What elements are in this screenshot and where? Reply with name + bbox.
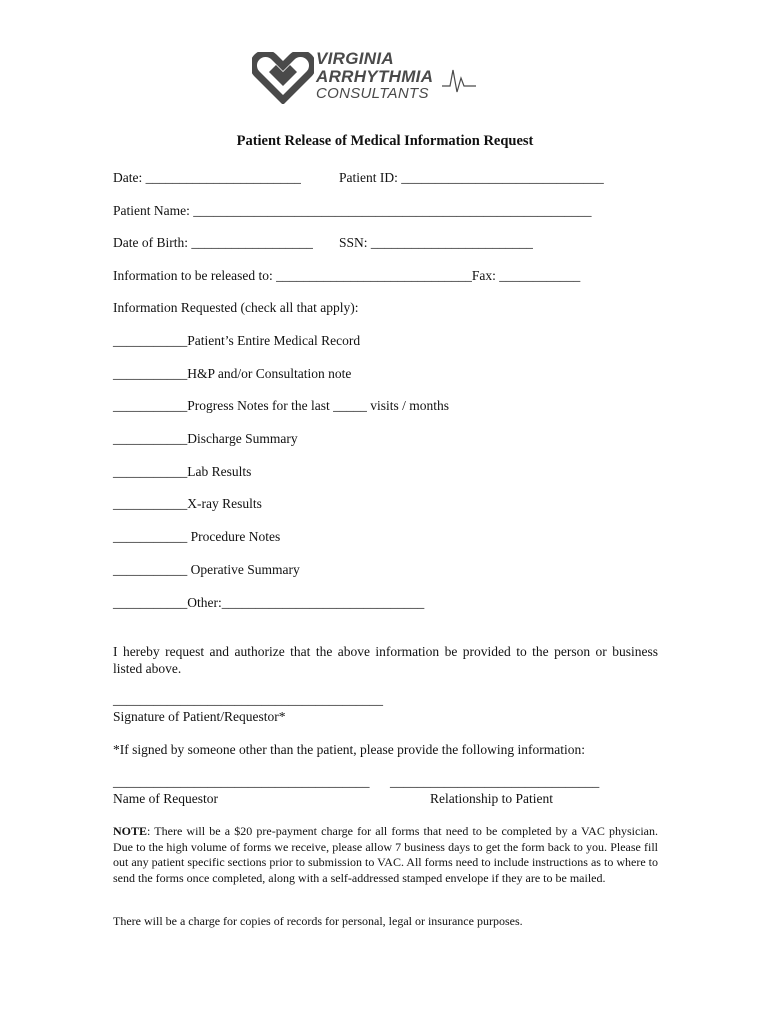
relationship-line: _______________________________: [390, 774, 600, 789]
requestor-name-line: ______________________________________: [113, 774, 370, 789]
heartbeat-line-icon: [442, 64, 476, 94]
item-discharge-summary: ___________Discharge Summary: [113, 431, 298, 446]
logo-line-virginia: VIRGINIA: [316, 49, 394, 68]
ssn-field: SSN: ________________________: [339, 235, 533, 250]
footnote-text: *If signed by someone other than the patient, please provide the following information:: [113, 742, 586, 757]
page-title: Patient Release of Medical Information Request: [236, 133, 534, 149]
logo-line-arrhythmia: ARRHYTHMIA: [316, 67, 434, 86]
signature-line: ________________________________________: [113, 692, 383, 707]
relationship-label: Relationship to Patient: [430, 791, 553, 806]
item-other: ___________Other:______________________________: [113, 595, 425, 610]
requestor-name-label: Name of Requestor: [113, 791, 218, 806]
note-lead: NOTE: [113, 824, 148, 838]
item-progress-notes: ___________Progress Notes for the last _____ visits / months: [113, 398, 449, 413]
authorization-text: I hereby request and authorize that the above information be provided to the person or business listed above.: [113, 644, 658, 676]
note-text: : There will be a $20 pre-payment charge for all forms that need to be completed by a VAC physician. Due to the high volume of forms we receive, please allow 7 business days to get the form back to you. Please fill out any patient specific sections prior to submission to VAC. All forms need to include instructions as to where to send the forms once completed, along with a self-addressed stamped envelope if they are to be mailed.: [113, 824, 658, 885]
note-paragraph: [113, 824, 658, 886]
patient-name-field: Patient Name: ___________________________________________________________: [113, 203, 592, 218]
item-hp-consultation: ___________H&P and/or Consultation note: [113, 366, 352, 381]
item-procedure-notes: ___________ Procedure Notes: [113, 529, 281, 544]
release-to-field: Information to be released to: _____________________________Fax: ____________: [113, 268, 581, 283]
heart-logo-icon: [252, 52, 314, 104]
logo: [252, 48, 482, 108]
signature-label: Signature of Patient/Requestor*: [113, 709, 286, 724]
item-operative-summary: ___________ Operative Summary: [113, 562, 300, 577]
item-lab-results: ___________Lab Results: [113, 464, 252, 479]
dob-field: Date of Birth: __________________: [113, 235, 313, 250]
patient-id-field: Patient ID: ______________________________: [339, 170, 604, 185]
logo-line-consultants: CONSULTANTS: [316, 85, 429, 102]
item-entire-record: ___________Patient’s Entire Medical Record: [113, 333, 361, 348]
item-xray-results: ___________X-ray Results: [113, 496, 262, 511]
date-field: Date: _______________________: [113, 170, 301, 185]
copies-note: There will be a charge for copies of records for personal, legal or insurance purposes.: [113, 914, 523, 928]
requested-heading: Information Requested (check all that apply):: [113, 300, 359, 315]
